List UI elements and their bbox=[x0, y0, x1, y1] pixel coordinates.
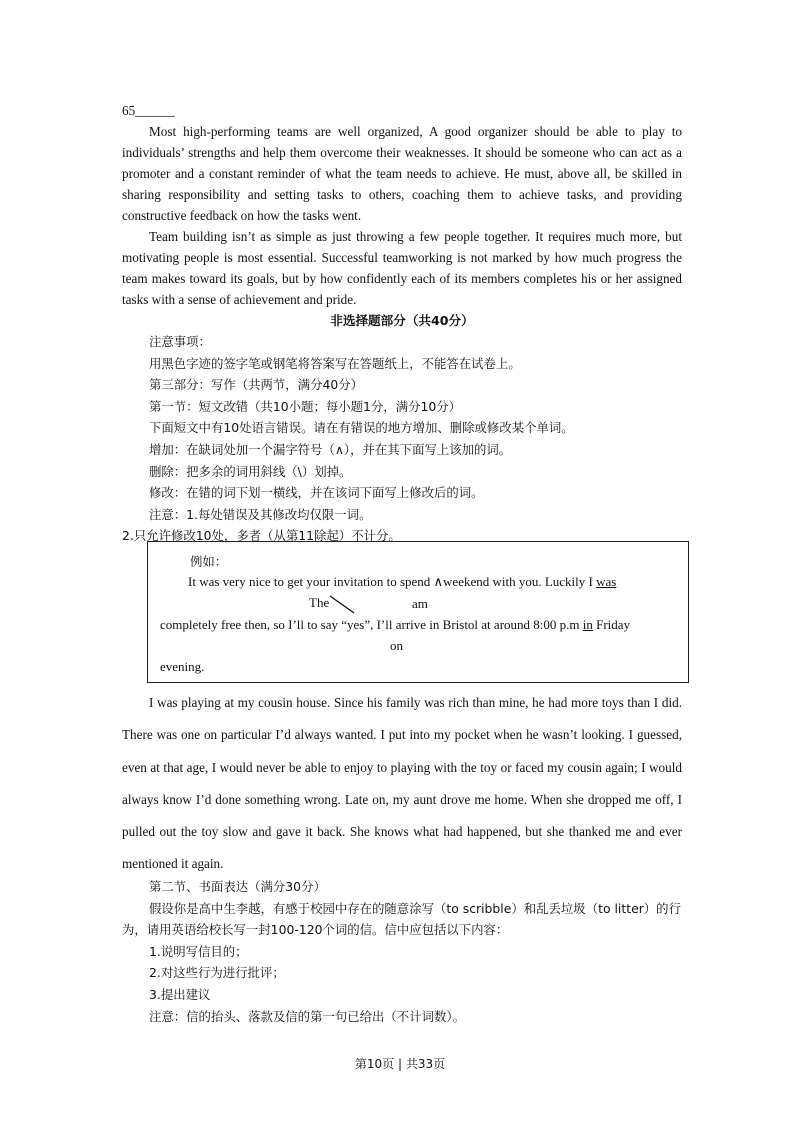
correction-on: on bbox=[390, 638, 403, 653]
example-line-2: completely free then, so I’ll to say “yes”, I’ll arrive in Bristol at around 8:00 p.m in Friday bbox=[160, 617, 631, 632]
question-number: 65______ bbox=[122, 103, 175, 118]
writing-point: 3.提出建议 bbox=[149, 986, 211, 1002]
instruction-line: 第三部分：写作（共两节，满分40分） bbox=[149, 377, 364, 393]
error-passage-block bbox=[122, 687, 682, 881]
example-label: 例如： bbox=[190, 554, 228, 569]
example-line-1: It was very nice to get your invitation to spend ∧weekend with you. Luckily I was bbox=[188, 574, 617, 589]
instruction-line: 注意事项： bbox=[149, 334, 211, 349]
strike-slash bbox=[328, 594, 358, 616]
error-passage-text: I was playing at my cousin house. Since his family was rich than mine, he had more toys than I did. There was one on particular I’d always wanted. I put into my pocket when he wasn’t looking. I guessed, even at that age, I would never be able to enjoy to playing with the toy or faced my cousin again; I would always know I’d done something wrong. Late on, my aunt drove me home. When she dropped me off, I pulled out the toy slow and gave it back. She knows what had happened, but she thanked me and ever mentioned it again. bbox=[122, 695, 682, 872]
writing-heading: 第二节、书面表达（满分30分） bbox=[149, 879, 326, 894]
passage-paragraph: Team building isn’t as simple as just throwing a few people together. It requires much more, but motivating people is most essential. Successful teamworking is not marked by how much progress the team makes toward its goals, but by how confidently each of its members completes his or her assigned tasks with a sense of achievement and pride. bbox=[122, 229, 682, 307]
instruction-line: 用黑色字迹的签字笔或钢笔将答案写在答题纸上，不能答在试卷上。 bbox=[149, 355, 521, 371]
instruction-line: 2.只允许修改10处，多者（从第11除起）不计分。 bbox=[122, 528, 401, 544]
writing-note: 注意：信的抬头、落款及信的第一句已给出（不计词数）。 bbox=[149, 1008, 465, 1024]
writing-point: 2.对这些行为进行批评； bbox=[149, 965, 285, 981]
example-box bbox=[147, 541, 689, 683]
writing-point: 1.说明写信目的； bbox=[149, 943, 248, 959]
example-line-3: evening. bbox=[160, 659, 205, 674]
instruction-line: 下面短文中有10处语言错误。请在有错误的地方增加、删除或修改某个单词。 bbox=[149, 420, 574, 436]
instruction-line: 注意：1.每处错误及其修改均仅限一词。 bbox=[149, 506, 372, 522]
instruction-line: 第一节：短文改错（共10小题；每小题1分，满分10分） bbox=[149, 398, 462, 414]
instruction-line: 删除：把多余的词用斜线（\）划掉。 bbox=[149, 463, 352, 479]
instructions-block bbox=[122, 310, 682, 547]
passage-block bbox=[122, 100, 682, 310]
page-footer: 第10页 | 共33页 bbox=[354, 1057, 446, 1071]
passage-paragraph: Most high-performing teams are well organized, A good organizer should be able to play to individuals’ strengths and help them overcome their weaknesses. It should be someone who can act as a promoter and a constant reminder of what the team needs to achieve. He must, above all, be skilled in sharing responsibility and setting tasks to others, coaching them to achieve tasks, and providing constructive feedback on how the tasks went. bbox=[122, 124, 682, 223]
section-title: 非选择题部分（共40分） bbox=[330, 313, 474, 328]
correction-am: am bbox=[412, 596, 428, 611]
writing-block bbox=[122, 876, 682, 1027]
instruction-line: 增加：在缺词处加一个漏字符号（∧），并在其下面写上该加的词。 bbox=[149, 441, 512, 457]
instruction-line: 修改：在错的词下划一横线，并在该词下面写上修改后的词。 bbox=[149, 485, 484, 501]
writing-prompt: 假设你是高中生李越，有感于校园中存在的随意涂写（to scribble）和乱丢垃圾（to litter）的行为，请用英语给校长写一封100-120个词的信。信中应包括以下内容： bbox=[122, 900, 681, 938]
correction-the: The bbox=[309, 595, 330, 610]
